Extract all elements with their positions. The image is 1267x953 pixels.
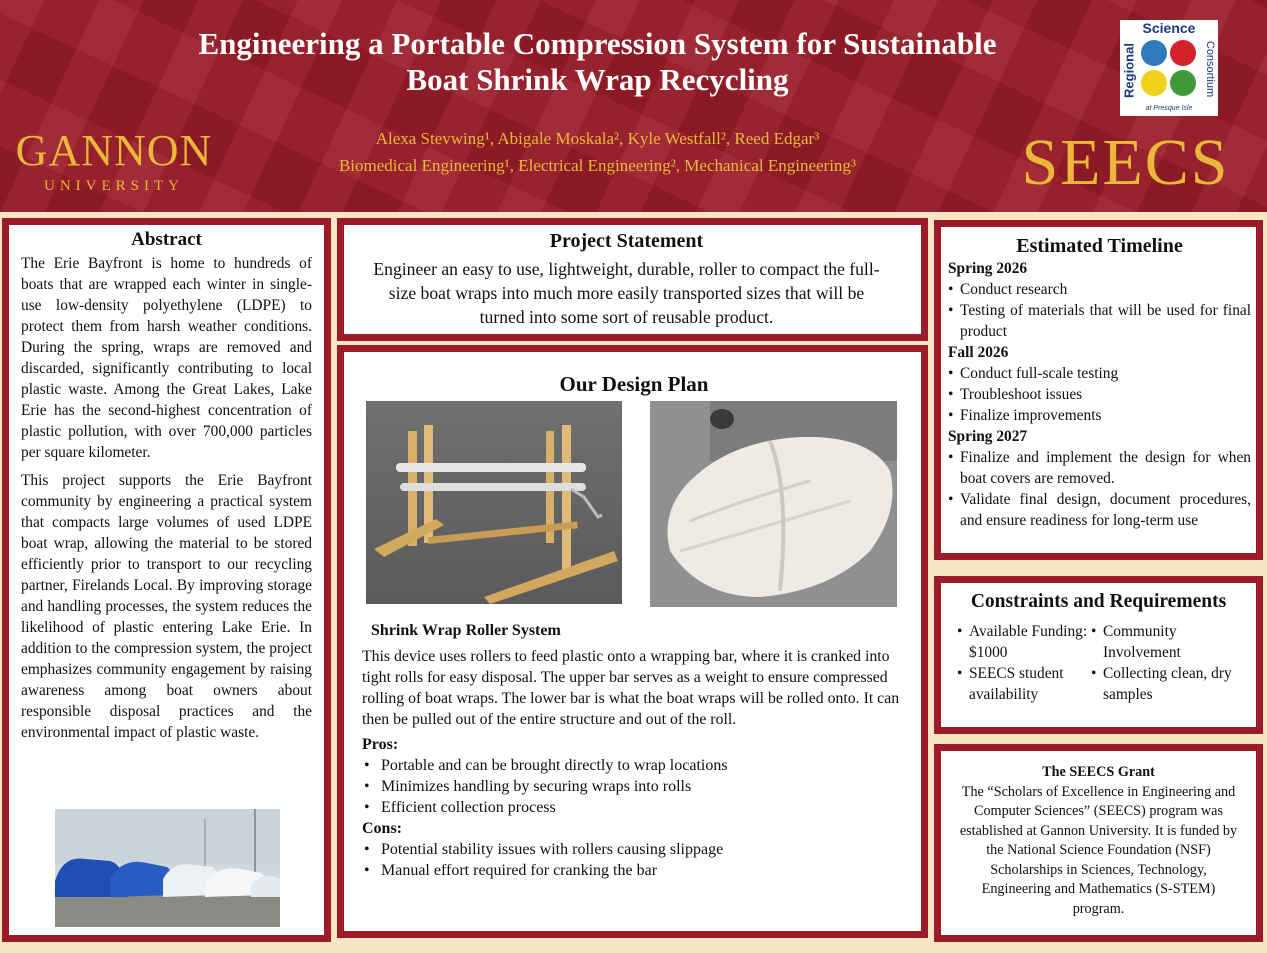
- rsc-logo-top: Science: [1142, 20, 1196, 36]
- rsc-green-icon: [1170, 70, 1196, 96]
- timeline-list: [948, 447, 1251, 531]
- cons-item: • Manual effort required for cranking the bar: [362, 860, 904, 881]
- marina-photo: [55, 809, 280, 927]
- cons-label: Cons:: [362, 820, 403, 837]
- pros-item: • Minimizes handling by securing wraps into rolls: [362, 776, 904, 797]
- design-description: This device uses rollers to feed plastic onto a wrapping bar, where it is cranked into tight rolls for easy disposal. The upper bar serves as a weight to ensure compressed rolling of boat wraps. The lower bar is what the boat wraps will be rolled onto. It can then be pulled out of the entire structure and out of the roll.: [362, 648, 900, 728]
- constraint-item: • SEECS student availability: [957, 663, 1089, 705]
- requirement-item: • Collecting clean, dry samples: [1091, 663, 1243, 705]
- timeline-heading: Estimated Timeline: [1016, 235, 1183, 257]
- departments: Biomedical Engineering¹, Electrical Engineering², Mechanical Engineering³: [338, 156, 857, 175]
- timeline-item: • Finalize improvements: [948, 405, 1251, 426]
- abstract-para-1: The Erie Bayfront is home to hundreds of boats that are wrapped each winter in single-use low-density polyethylene (LDPE) to protect them from harsh weather conditions. During the spring, wraps are removed and discarded, significantly contributing to local plastic waste. Among the Great Lakes, Lake Erie has the second-highest concentration of plastic pollution, with over 700,000 particles per square kilometer.: [21, 255, 312, 461]
- title-line-1: Engineering a Portable Compression System for Sustainable: [198, 26, 997, 61]
- pros-list: [362, 755, 904, 818]
- timeline-list: [948, 279, 1251, 342]
- authors: Alexa Stevwing¹, Abigale Moskala², Kyle Westfall², Reed Edgar³: [375, 129, 820, 148]
- timeline-item: • Validate final design, document procedures, and ensure readiness for long-term use: [948, 489, 1251, 531]
- design-panel: [337, 345, 928, 938]
- rsc-blue-icon: [1141, 40, 1167, 66]
- gannon-logo-sub: UNIVERSITY: [44, 178, 184, 194]
- constraints-panel: [934, 576, 1263, 734]
- timeline-item: • Conduct research: [948, 279, 1251, 300]
- abstract-heading: Abstract: [131, 229, 202, 250]
- cons-list: [362, 839, 904, 881]
- constraints-heading: Constraints and Requirements: [970, 591, 1227, 612]
- pros-label: Pros:: [362, 736, 399, 753]
- rsc-logo-bottom: at Presque Isle: [1145, 105, 1193, 112]
- requirement-item: • Community Involvement: [1091, 621, 1243, 663]
- rolled-wrap-photo: [650, 401, 897, 607]
- design-caption: Shrink Wrap Roller System: [371, 622, 561, 639]
- roller-render-image: [366, 401, 622, 604]
- abstract-panel: [2, 218, 331, 942]
- timeline-item: • Troubleshoot issues: [948, 384, 1251, 405]
- timeline-term: Spring 2027: [948, 428, 1028, 445]
- seecs-logo: SEECS: [1021, 126, 1230, 199]
- abstract-para-2: This project supports the Erie Bayfront community by engineering a practical system that compacts large volumes of used LDPE boat wrap, allowing the material to be stored efficiently prior to transport to our recycling partner, Firelands Local. By improving storage and handling processes, the system reduces the likelihood of plastic entering Lake Erie. In addition to the compression system, the project emphasizes community engagement by raising awareness among boat owners about responsible disposal practices and the environmental impact of plastic waste.: [21, 472, 312, 741]
- timeline-panel: [934, 220, 1263, 560]
- rsc-red-icon: [1170, 40, 1196, 66]
- poster-title: [120, 26, 1075, 98]
- grant-panel: [934, 744, 1263, 942]
- rsc-logo-right: Consortium: [1204, 40, 1216, 98]
- statement-text: Engineer an easy to use, lightweight, durable, roller to compact the full-size boat wraps into much more easily transported sizes that will be turned into some sort of reusable product.: [373, 259, 880, 327]
- rsc-logo-left: Regional: [1121, 43, 1137, 98]
- author-block: [200, 125, 995, 179]
- regional-science-consortium-logo: [1120, 20, 1218, 116]
- constraints-right-list: [1091, 621, 1243, 705]
- title-line-2: Boat Shrink Wrap Recycling: [406, 62, 789, 97]
- grant-heading: The SEECS Grant: [1042, 764, 1155, 780]
- gannon-logo-name: GANNON: [15, 126, 213, 175]
- statement-heading: Project Statement: [549, 230, 704, 252]
- poster-header: [0, 0, 1267, 212]
- timeline-item: • Testing of materials that will be used for final product: [948, 300, 1251, 342]
- timeline-term: Fall 2026: [948, 344, 1009, 361]
- gannon-logo: [14, 128, 214, 196]
- design-heading: Our Design Plan: [559, 372, 709, 396]
- timeline-item: • Finalize and implement the design for when boat covers are removed.: [948, 447, 1251, 489]
- rsc-yellow-icon: [1141, 70, 1167, 96]
- statement-panel: [337, 218, 928, 341]
- constraints-left-list: [957, 621, 1089, 705]
- pros-item: • Portable and can be brought directly to wrap locations: [362, 755, 904, 776]
- pros-item: • Efficient collection process: [362, 797, 904, 818]
- timeline-item: • Conduct full-scale testing: [948, 363, 1251, 384]
- timeline-list: [948, 363, 1251, 426]
- grant-text: The “Scholars of Excellence in Engineering and Computer Sciences” (SEECS) program was established at Gannon University. It is funded by the National Science Foundation (NSF) Scholarships in Sciences, Technology, Engineering and Mathematics (S-STEM) program.: [959, 783, 1238, 917]
- constraint-item: • Available Funding: $1000: [957, 621, 1089, 663]
- timeline-term: Spring 2026: [948, 260, 1028, 277]
- cons-item: • Potential stability issues with rollers causing slippage: [362, 839, 904, 860]
